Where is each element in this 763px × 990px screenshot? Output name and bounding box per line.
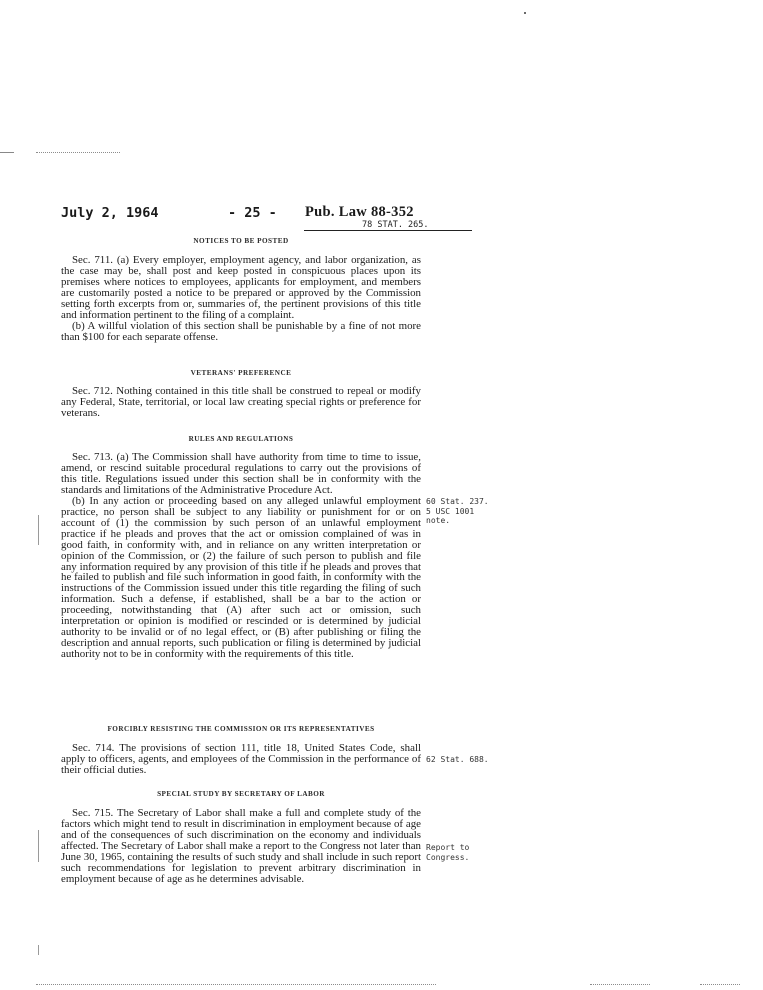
paragraph: Sec. 712. Nothing contained in this title shall be construed to repeal or modify any Federal, State, territorial, or local law creating special rights or preference for veterans. — [61, 385, 421, 419]
scan-artifact-tick — [38, 945, 39, 955]
scan-artifact-line — [36, 984, 436, 985]
scan-artifact-line — [700, 984, 740, 985]
paragraph: Sec. 714. The provisions of section 111, title 18, United States Code, shall apply to officers, agents, and employees of the Commission in the performance of their official duties. — [61, 742, 421, 776]
header-law-number: Pub. Law 88-352 — [305, 204, 414, 220]
scan-artifact-line — [590, 984, 650, 985]
paragraph: Sec. 715. The Secretary of Labor shall make a full and complete study of the factors which might tend to result in discrimination in employment because of age and of the consequences of such discrimination on the economy and individuals affected. The Secretary of Labor shall make a report to the Congress not later than June 30, 1965, containing the results of such study and shall include in such report such recommendations for legislation to prevent arbitrary discrimination in employment because of age as he determines advisable. — [61, 807, 421, 885]
header-rule — [304, 230, 472, 231]
header-page-number: - 25 - — [228, 205, 277, 221]
section-body — [61, 743, 421, 776]
section-heading: NOTICES TO BE POSTED — [193, 237, 289, 245]
paragraph: Sec. 713. (a) The Commission shall have authority from time to time to issue, amend, or rescind suitable procedural regulations to carry out the provisions of this title. Regulations issued under this section shall be in conformity with the standards and limitations of the Administrative Procedure Act. — [61, 451, 421, 496]
scan-artifact-line — [0, 152, 14, 153]
scan-artifact-line — [36, 152, 120, 153]
scan-artifact-tick — [38, 830, 39, 862]
section-heading: SPECIAL STUDY BY SECRETARY OF LABOR — [157, 790, 325, 798]
margin-note: 62 Stat. 688. — [426, 755, 489, 764]
scan-artifact-tick — [38, 515, 39, 545]
paragraph: Sec. 711. (a) Every employer, employment agency, and labor organization, as the case may be, shall post and keep posted in conspicuous places upon its premises where notices to employees, applicants for employment, and members are customarily posted a notice to be prepared or approved by the Commission setting forth excerpts from or, summaries of, the pertinent provisions of this title and information pertinent to the filing of a complaint. — [61, 254, 421, 321]
section-heading: RULES AND REGULATIONS — [188, 435, 294, 443]
section-heading: FORCIBLY RESISTING THE COMMISSION OR ITS REPRESENTATIVES — [107, 725, 375, 733]
section-body — [61, 808, 421, 885]
section-body — [61, 255, 421, 343]
paragraph: (b) In any action or proceeding based on any alleged unlawful employment practice, no person shall be subject to any liability or punishment for or on account of (1) the commission by such person of an unlawful employment practice if he pleads and proves that the act or omission complained of was in good faith, in conformity with, and in reliance on any written interpretation or opinion of the Commission, or (2) the failure of such person to publish and file any information required by any provision of this title if he pleads and proves that he failed to publish and file such information in good faith, in conformity with the instructions of the Commission issued under this title regarding the filing of such information. Such a defense, if established, shall be a bar to the action or proceeding, notwithstanding that (A) after such act or omission, such interpretation or opinion is modified or rescinded or is determined by judicial authority to be invalid or of no legal effect, or (B) after publishing or filing the description and annual reports, such publication or filing is determined by judicial authority not to be in conformity with the requirements of this title. — [61, 494, 421, 661]
paragraph: (b) A willful violation of this section shall be punishable by a fine of not more than $100 for each separate offense. — [61, 319, 421, 343]
scan-speck — [524, 12, 526, 14]
header-stat-citation: 78 STAT. 265. — [362, 220, 429, 230]
section-body — [61, 386, 421, 419]
header-date: July 2, 1964 — [61, 205, 159, 221]
section-body — [61, 452, 421, 660]
margin-note: Report to Congress. — [426, 843, 470, 862]
margin-note: 60 Stat. 237. 5 USC 1001 note. — [426, 497, 489, 525]
section-heading: VETERANS' PREFERENCE — [190, 369, 292, 377]
